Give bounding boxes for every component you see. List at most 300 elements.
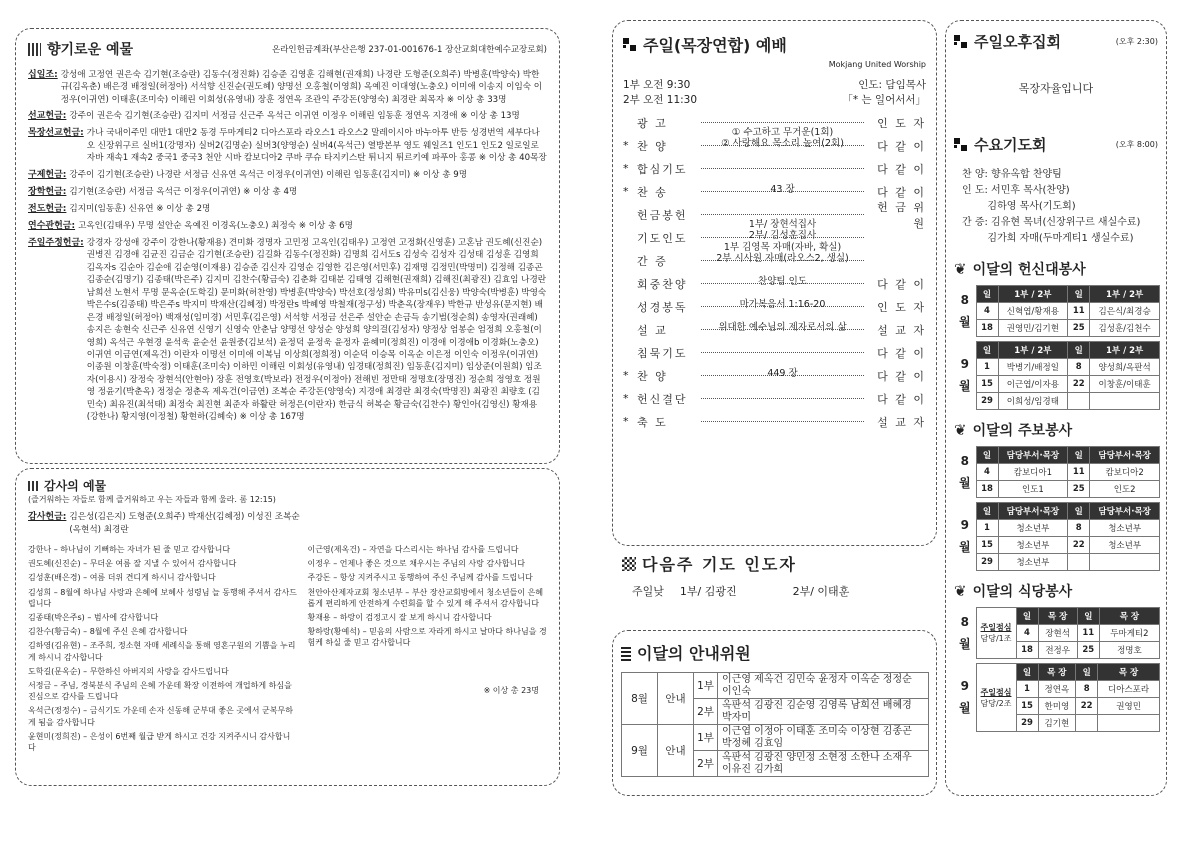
month-num: 9 <box>960 357 969 371</box>
schedule-cell: 1 <box>976 520 998 537</box>
schedule-cell: 한미영 <box>1038 698 1076 715</box>
schedule-head-cell: 목 장 <box>1098 664 1160 681</box>
month-num: 8 <box>960 453 969 468</box>
offering-names: 김기현(조승란) 서정금 옥석근 이정우(이귀연) ※ 이상 총 4명 <box>69 186 298 197</box>
worship-note: 「* 는 일어서서」 <box>842 94 926 106</box>
thanks-title-wrap <box>28 477 547 494</box>
thanks-total: ※ 이상 총 23명 <box>483 685 539 695</box>
month-num: 9 <box>960 679 969 693</box>
usher-names: 이근영 제옥건 김민숙 윤정자 이옥순 정정순 이인숙 <box>718 673 929 699</box>
schedule-cell: 김은식/최경승 <box>1090 303 1160 320</box>
afternoon-title: 주일오후집회 <box>974 33 1061 51</box>
thanks-columns <box>28 544 547 756</box>
schedule-head-cell: 일 <box>1016 608 1038 625</box>
next-prayer-title-wrap <box>622 552 932 575</box>
label-line2: 담당/1조 <box>980 634 1012 643</box>
schedule-month <box>954 664 976 732</box>
order-right: 다 같 이 <box>877 392 926 406</box>
order-right: 다 같 이 <box>877 139 926 153</box>
schedule-head-cell: 일 <box>976 286 998 303</box>
order-right: 다 같 이 <box>877 346 926 360</box>
order-row <box>623 410 926 433</box>
schedule-table <box>954 341 1160 410</box>
schedule-header <box>954 286 1160 303</box>
order-dots <box>701 398 864 399</box>
offering-panel <box>15 28 560 464</box>
schedule-row <box>954 393 1160 410</box>
schedule-cell: 디아스포라 <box>1098 681 1160 698</box>
offering-list <box>28 69 547 424</box>
thanks-item: 주강돈 – 항상 지켜주시고 동행하여 주신 주님께 감사를 드립니다 <box>307 573 533 583</box>
schedule-cell: 청소년부 <box>1090 520 1160 537</box>
order-name: 설 교 <box>637 323 668 337</box>
flower-icon: ❦ <box>954 421 967 439</box>
order-dots <box>701 368 864 380</box>
label-line2: 담당/2조 <box>980 698 1012 708</box>
usher-part: 2부 <box>694 699 718 725</box>
thanks-item: 권도혜(신진순) – 무더운 여름 잘 지낼 수 있어서 감사합니다 <box>28 559 237 569</box>
schedule-cell: 김성훈/김천수 <box>1090 320 1160 337</box>
schedule-header <box>954 447 1160 464</box>
order-star: * <box>623 369 629 382</box>
offering-row <box>28 237 547 424</box>
usher-role: 안내 <box>658 725 694 777</box>
order-detail: 위대한 예수님의 제자로서의 삶 <box>718 322 847 334</box>
offering-label: 장학헌금: <box>28 186 67 197</box>
schedule-cell: 25 <box>1068 481 1090 498</box>
offering-label: 선교헌금: <box>28 111 67 122</box>
offering-label: 십일조: <box>28 70 58 80</box>
order-right: 다 같 이 <box>877 277 926 291</box>
next-prayer-p1: 1부/ 김광진 <box>679 585 737 598</box>
schedule-row <box>954 359 1160 376</box>
order-right: 설 교 자 <box>877 323 926 337</box>
order-row <box>623 318 926 341</box>
wed-line: 김하영 목사(기도회) <box>962 201 1076 212</box>
schedule-cell: 두마게티2 <box>1099 625 1159 642</box>
order-dots <box>701 214 864 215</box>
schedule-head-cell: 목 장 <box>1099 608 1159 625</box>
thanks-item: 옥석근(정정수) – 금식기도 가운데 손자 신동해 군부대 좋은 곳에서 군복무하게 됨을 감사합니다 <box>28 706 293 727</box>
schedule-month <box>954 342 976 410</box>
worship-subtitle: Mokjang United Worship <box>828 60 926 69</box>
worship-time-row2 <box>623 92 926 107</box>
order-name: 침묵기도 <box>637 346 688 360</box>
account-info: 온라인헌금계좌(부산은행 237-01-001676-1 장산교회대한예수교장로회) <box>272 45 547 55</box>
checkered-icon <box>622 557 636 571</box>
schedule-cell: 11 <box>1068 303 1090 320</box>
schedule-head-cell: 일 <box>976 447 998 464</box>
order-name: 간 증 <box>637 254 668 268</box>
order-row <box>623 341 926 364</box>
schedule-head-cell: 1부 / 2부 <box>1090 342 1160 359</box>
thanks-names: 김은성(김은지) 도형준(오희주) 박재산(김혜정) 이성진 조복순(옥현석) 최경란 <box>69 512 300 535</box>
offering-row <box>28 186 547 199</box>
order-dots <box>701 322 864 334</box>
order-dots <box>701 421 864 422</box>
order-detail: 찬양팀 인도 <box>758 276 807 288</box>
thanks-offering-row <box>28 511 547 536</box>
schedule-cell: 캄보디아1 <box>998 464 1068 481</box>
schedule-cell: 정연옥 <box>1038 681 1076 698</box>
schedule-cell: 18 <box>976 481 998 498</box>
devotion-title: 이달의 헌신대봉사 <box>972 262 1086 278</box>
usher-role: 안내 <box>658 673 694 725</box>
order-right: 인 도 자 <box>877 116 926 130</box>
offering-row <box>28 69 547 106</box>
schedule-cell: 8 <box>1076 681 1098 698</box>
schedule-cell <box>1068 554 1090 571</box>
schedule-cell: 김기현 <box>1038 715 1076 732</box>
order-detail: ① 수고하고 무거운(1회) ② 사랑해요 목소리 높여(2회) <box>721 127 844 150</box>
schedule-cell <box>1090 554 1160 571</box>
worship-panel <box>612 20 937 546</box>
schedule-cell: 29 <box>976 393 998 410</box>
schedule-cell: 11 <box>1077 625 1099 642</box>
usher-part: 1부 <box>694 673 718 699</box>
offering-names: 김지미(임동훈) 신유연 ※ 이상 총 2명 <box>69 203 211 214</box>
offering-row <box>28 169 547 182</box>
block-icon <box>954 35 968 49</box>
schedule-head-cell: 일 <box>1077 608 1099 625</box>
order-star: * <box>623 139 629 152</box>
thanks-item: 김성훈(배은경) – 여름 더위 견디게 하시니 감사합니다 <box>28 573 216 583</box>
usher-names: 이근엽 이정아 이태훈 조미숙 이상현 김종곤 박정혜 김효임 <box>718 725 929 751</box>
ushers-panel <box>612 630 937 796</box>
thanks-panel <box>15 468 560 786</box>
order-right: 인 도 자 <box>877 300 926 314</box>
schedule-cell: 청소년부 <box>998 554 1068 571</box>
schedule-cell: 29 <box>1016 715 1038 732</box>
schedule-header <box>954 664 1160 681</box>
thanks-label: 감사헌금: <box>28 512 67 523</box>
month-suffix: 월 <box>958 475 971 490</box>
schedule-cell: 4 <box>1016 625 1038 642</box>
order-dots <box>701 352 864 353</box>
schedule-header <box>954 608 1160 625</box>
usher-month: 8월 <box>622 673 658 725</box>
usher-part: 2부 <box>694 751 718 777</box>
order-row <box>623 127 926 157</box>
schedule-cell: 장현석 <box>1038 625 1077 642</box>
striped-square-icon <box>28 43 41 56</box>
afternoon-time: (오후 2:30) <box>1115 37 1158 46</box>
schedule-row <box>954 376 1160 393</box>
schedule-cell: 25 <box>1077 642 1099 659</box>
order-name: 찬 송 <box>637 185 668 199</box>
order-dots <box>701 122 864 123</box>
schedule-cell: 이희성/임경태 <box>998 393 1068 410</box>
thanks-verse: (즐거워하는 자들로 함께 즐거워하고 우는 자들과 함께 울라. 롬 12:15) <box>28 495 276 504</box>
thanks-item: 서정금 – 주님, 경북분식 주님의 은혜 가운데 확장 이전하여 개업하게 하심을 진심으로 감사를 드립니다 <box>28 680 292 702</box>
thanks-item: 황재용 – 하랑이 검정고시 잘 보게 하시니 감사합니다 <box>307 613 492 623</box>
schedule-cell: 1 <box>1016 681 1038 698</box>
worship-title-wrap <box>623 33 926 56</box>
schedule-head-cell: 담당부서·목장 <box>998 503 1068 520</box>
next-prayer-row <box>632 583 932 599</box>
order-name: 헌신결단 <box>637 392 688 406</box>
schedule-head-cell: 일 <box>976 503 998 520</box>
schedule-row <box>954 464 1160 481</box>
offering-names: 강주이 권은숙 김기현(조승란) 김지미 서정금 신근주 옥석근 이귀연 이정우 이해린 임동훈 정연옥 지경애 ※ 이상 총 13명 <box>69 111 520 122</box>
order-right: 다 같 이 <box>877 185 926 199</box>
ushers-title: 이달의 안내위원 <box>637 644 751 663</box>
schedule-cell: 박병기/배정일 <box>998 359 1068 376</box>
order-dots <box>701 168 864 169</box>
schedule-cell: 8 <box>1068 520 1090 537</box>
schedule-cell: 권영민 <box>1098 698 1160 715</box>
offering-row <box>28 220 547 233</box>
order-star: * <box>623 415 629 428</box>
schedule-header <box>954 503 1160 520</box>
order-dots <box>701 184 864 196</box>
schedule-head-cell: 일 <box>1076 664 1098 681</box>
schedule-month <box>954 503 976 571</box>
flower-icon: ❦ <box>954 260 967 278</box>
order-detail: 43 장 <box>770 184 795 196</box>
afternoon-body: 목장자율입니다 <box>1018 82 1094 95</box>
schedule-row <box>954 303 1160 320</box>
thanks-item: 황하랑(황예석) – 믿음의 사람으로 자라게 하시고 날마다 하나님을 경험케 하실 줄 믿고 감사합니다 <box>307 627 547 648</box>
schedule-head-cell: 일 <box>1068 342 1090 359</box>
offering-row <box>28 127 547 164</box>
offering-names: 강주이 김기현(조승란) 나경란 서정금 신유연 옥석근 이정우(이귀연) 이해린 임동훈(김지미) ※ 이상 총 9명 <box>69 169 468 180</box>
next-prayer-section <box>622 552 932 599</box>
order-detail: 449 장 <box>767 368 798 380</box>
schedule-cell: 전정우 <box>1038 642 1077 659</box>
month-suffix: 월 <box>958 701 971 715</box>
right-panel <box>945 20 1167 796</box>
schedule-head-cell: 1부 / 2부 <box>998 342 1068 359</box>
next-prayer-title: 다음주 기도 인도자 <box>642 555 797 574</box>
block-icon <box>954 138 968 152</box>
order-star: * <box>623 162 629 175</box>
thanks-right-col <box>307 544 547 649</box>
thanks-item: 이근영(제옥건) – 자연을 다스리시는 하나님 감사를 드립니다 <box>307 545 519 555</box>
offering-row <box>28 110 547 123</box>
schedule-row <box>954 520 1160 537</box>
schedule-head-cell: 담당부서·목장 <box>1090 447 1160 464</box>
order-name: 광 고 <box>637 116 668 130</box>
schedule-cell: 4 <box>976 464 998 481</box>
striped-square-icon <box>28 481 38 491</box>
schedule-cell: 22 <box>1068 537 1090 554</box>
schedule-cell: 11 <box>1068 464 1090 481</box>
schedule-cell <box>1076 715 1098 732</box>
order-name: 성경봉독 <box>637 300 688 314</box>
usher-names: 옥판석 김광진 양민정 소현정 소한나 소재우 이유진 김가희 <box>718 751 929 777</box>
order-name: 찬 양 <box>637 369 668 383</box>
schedule-head-cell: 일 <box>1016 664 1038 681</box>
month-suffix: 월 <box>958 314 971 329</box>
bulletin-title: 이달의 주보봉사 <box>972 423 1073 439</box>
schedule-cell <box>1098 715 1160 732</box>
order-dots <box>701 276 864 288</box>
schedule-table <box>954 502 1160 571</box>
flower-icon: ❦ <box>954 582 967 600</box>
schedule-row <box>954 481 1160 498</box>
schedule-month <box>954 447 976 498</box>
schedule-cell: 1 <box>976 359 998 376</box>
offering-label: 전도헌금: <box>28 203 67 214</box>
order-right: 헌 금 위 원 <box>877 200 926 230</box>
order-detail: 마가복음서 1:16-20 <box>739 299 826 311</box>
schedule-cell: 이근엽/이자용 <box>998 376 1068 393</box>
next-prayer-p2: 2부/ 이태훈 <box>792 585 850 598</box>
schedule-head-cell: 일 <box>1068 286 1090 303</box>
offering-names: 고옥인(김태우) 무명 설안순 옥예진 이경옥(노충오) 최정숙 ※ 이상 총 6명 <box>78 220 353 231</box>
schedule-cell: 25 <box>1068 320 1090 337</box>
devotion-tables <box>954 285 1158 410</box>
schedule-cell: 청소년부 <box>998 537 1068 554</box>
order-dots <box>701 127 864 150</box>
schedule-cell: 정명호 <box>1099 642 1159 659</box>
offering-names: 강성애 고정연 권은숙 김기현(조승란) 김동수(정진화) 김승준 김영훈 김해현(권재희) 나경란 도형준(오희주) 박병훈(박양숙) 박한규(김옥춘) 배은경 배정일(허정아) 서석향 신진순(권도혜) 양명선 오홍철(이영희) 옥예진 이대영(노충오) 이미애 이송지 이임숙 이정우(이귀연) 이태훈(조미숙) 이해린 이회성(유영내) 장훈 정연옥 조관익 주강돈(양영숙) 최경란 최목자 ※ 이상 총 33명 <box>60 70 543 105</box>
offering-row <box>28 203 547 216</box>
order-name: 축 도 <box>637 415 668 429</box>
schedule-header <box>954 342 1160 359</box>
schedule-label <box>976 608 1016 659</box>
schedule-cell: 권영민/김기현 <box>998 320 1068 337</box>
usher-row <box>622 725 929 751</box>
order-list <box>623 111 926 433</box>
thanks-item: 김종태(박은주s) – 범사에 감사합니다 <box>28 613 159 623</box>
schedule-head-cell: 일 <box>976 342 998 359</box>
order-star: * <box>623 392 629 405</box>
order-right: 다 같 이 <box>877 369 926 383</box>
offering-label: 주일주정헌금: <box>28 237 84 248</box>
order-right: 다 같 이 <box>877 162 926 176</box>
schedule-month <box>954 286 976 337</box>
wed-line: 찬 양: 향유옥합 찬양팀 <box>962 169 1062 180</box>
thanks-item: 강한나 – 하나님이 기뻐하는 자녀가 된 줄 믿고 감사합니다 <box>28 545 231 555</box>
schedule-cell: 캄보디아2 <box>1090 464 1160 481</box>
thanks-title: 감사의 예물 <box>44 479 107 493</box>
schedule-head-cell: 일 <box>1068 447 1090 464</box>
schedule-table <box>954 285 1160 337</box>
label-line1: 주일점심 <box>980 687 1012 697</box>
order-name: 회중찬양 <box>637 277 688 291</box>
thanks-left-col <box>28 544 297 756</box>
order-detail: 1부/ 장현석집사 2부/ 김성훈집사 <box>748 219 817 242</box>
schedule-table <box>954 663 1160 732</box>
worship-time-row1 <box>623 77 926 92</box>
order-name: 기도인도 <box>637 231 688 245</box>
schedule-cell: 4 <box>976 303 998 320</box>
order-name: 합심기도 <box>637 162 688 176</box>
schedule-label <box>976 664 1016 732</box>
order-dots <box>701 299 864 311</box>
order-name: 찬 양 <box>637 139 668 153</box>
schedule-cell: 청소년부 <box>1090 537 1160 554</box>
thanks-item: 천안아산제자교회 청소년부 – 부산 장산교회방에서 청소년들이 은혜롭게 편리하게 안전하게 수련회를 할 수 있게 해 주셔서 감사합니다 <box>307 587 544 608</box>
schedule-month <box>954 608 976 659</box>
order-row <box>623 157 926 180</box>
thanks-item: 김성희 – 8월에 하나님 사랑과 은혜에 보혜사 성령님 늘 동행해 주셔서 감사드립니다 <box>28 587 297 608</box>
kitchen-title: 이달의 식당봉사 <box>972 584 1073 600</box>
afternoon-header <box>954 31 1158 52</box>
month-num: 8 <box>960 292 969 307</box>
thanks-item: 김찬수(황금숙) – 8월에 주신 은혜 감사합니다 <box>28 627 188 637</box>
offering-names: 강경자 강성애 강주이 강한나(황재용) 견미화 경명자 고민정 고옥인(김태우) 고정연 고정화(신영훈) 고혼남 권도혜(신진순) 권병진 김경애 김균진 김금순 김기현(조승란) 김길화 김동수(정진화) 김명희 김서도s 김성숙 김성자 김성태 김성훈 김영희 김옥자s 김순아 김순애 김순영(이재용) 김승준 김신자 김영순 김영한 김은영(서민후) 김재명 김정민(박명미) 김정해 김종곤 김종순(김명기) 김종태(박은주) 김지미 김찬수(황금숙) 김춘화 김태분 김태영 김해현(권재희) 김해진(최광진) 김효임 나경란 남희선 노현서 무명 문옥순(도학길) 문미화(허찬영) 박병훈(박양숙) 박선호(정성희) 박유미s(김신웅) 박양숙(박병훈) 박영숙 박은수s(김종태) 박은주s 박지미 박재산(김혜정) 박정란s 박혜영 박철재(정구성) 박춘옥(장재우) 박한규 반성유(문지현) 배은경 배정일(허정아) 백재성(임미경) 서민후(김은영) 서석향 서정금 선은주 설안순 손금득 송기범(정순희) 송영자(권래혜) 송지은 송현숙 신근주 신유연 신영기 신영숙 안춘남 양명선 양성순 양성희 양의걸(김성자) 양정상 엄봉순 엄정희 오홍철(이영희) 옥석근 우현경 윤석욱 윤순선 윤원중(김보석) 윤정덕 윤정욱 윤정자 윤혜미(정희진) 이경애 이경애b 이경화(노충오) 이귀연 이금연(제옥건) 이란자 이명선 이미애 이복님 이상희(정희정) 이순덕 이승목 이옥순 이은정 이인숙 이정우(이귀연) 이종원 이창훈(박숙정) 이태훈(조미숙) 이하민 이해린 이회성(유영내) 임경태(정희진) 임동훈(김지미) 임상준(이원희) 임조자(이용시) 장정숙 장현석(안현아) 장훈 전영호(박보라) 전정우(이정아) 전해빈 정만태 정명호(장명진) 정순희 정영호 정원영 정윤기(박춘옥) 정정순 정춘옥 제옥건(이금연) 조복순 주강돈(양영숙) 지경애 최경란 최경숙(박명진) 최광진 최량호 (김민숙) 최유진(최석태) 최정숙 최진현 최준자 하활란 허정은(이란자) 한금식 허복순 황금숙(김찬수) 황인아(김영신) 황재용(강한나) 황지영(이정철) 황현하(김혜숙) ※ 이상 총 167명 <box>86 237 547 423</box>
kitchen-title-wrap <box>954 581 1158 601</box>
schedule-cell: 양성희/옥판석 <box>1090 359 1160 376</box>
next-prayer-label: 주일낮 <box>632 585 664 598</box>
schedule-row <box>954 320 1160 337</box>
month-num: 9 <box>960 518 969 532</box>
offering-label: 구제헌금: <box>28 169 67 180</box>
schedule-cell: 15 <box>976 537 998 554</box>
offering-title: 향기로운 예물 <box>47 42 134 58</box>
order-dots <box>701 219 864 242</box>
schedule-cell <box>1090 393 1160 410</box>
usher-names: 옥판석 김광진 김순영 김영록 남희선 배혜경 박자미 <box>718 699 929 725</box>
order-row <box>623 272 926 295</box>
schedule-head-cell: 담당부서·목장 <box>998 447 1068 464</box>
bar-icon <box>621 645 631 661</box>
bulletin-tables <box>954 446 1158 571</box>
schedule-table <box>954 446 1160 498</box>
worship-leader: 인도: 담임목사 <box>858 79 926 91</box>
thanks-item: 김하영(김유현) – 조주희, 정소현 자매 세례식을 통해 영혼구원의 기쁨을 누리게 하시니 감사합니다 <box>28 641 296 662</box>
thanks-item: 윤현미(정희진) – 은성이 6번째 월급 받게 하시고 건강 지켜주시니 감사합니다 <box>28 731 291 752</box>
month-suffix: 월 <box>958 540 971 554</box>
worship-time1: 1부 오전 9:30 <box>623 79 691 91</box>
wed-line: 간 증: 김유현 목녀(신장위구르 새실수료) <box>962 217 1141 228</box>
schedule-cell: 18 <box>1016 642 1038 659</box>
schedule-cell: 인도2 <box>1090 481 1160 498</box>
worship-time2: 2부 오전 11:30 <box>623 94 698 106</box>
schedule-head-cell: 담당부서·목장 <box>1090 503 1160 520</box>
block-icon <box>623 38 637 52</box>
offering-label: 목장선교헌금: <box>28 128 84 139</box>
schedule-cell: 15 <box>1016 698 1038 715</box>
schedule-head-cell: 목 장 <box>1038 664 1076 681</box>
wed-lines <box>962 167 1158 247</box>
usher-part: 1부 <box>694 725 718 751</box>
schedule-cell: 이창훈/이태훈 <box>1090 376 1160 393</box>
ushers-title-wrap <box>621 641 928 664</box>
order-row <box>623 295 926 318</box>
afternoon-title-wrap <box>954 31 1061 52</box>
wed-line: 김가희 자매(두마게티1 생실수료) <box>962 233 1134 244</box>
thanks-item: 이정우 – 언제나 좋은 것으로 채우시는 주님의 사랑 감사합니다 <box>307 559 526 569</box>
schedule-head-cell: 1부 / 2부 <box>1090 286 1160 303</box>
order-detail: 1부 김영목 자매(자바, 확실) 2부 시사원 자매(라오스2, 생실) <box>716 242 849 265</box>
wed-time: (오후 8:00) <box>1115 140 1158 149</box>
wed-line: 인 도: 서민후 목사(찬양) <box>962 185 1070 196</box>
schedule-cell: 18 <box>976 320 998 337</box>
offering-label: 연수관헌금: <box>28 220 76 231</box>
offering-title-wrap <box>28 39 133 59</box>
schedule-cell <box>1068 393 1090 410</box>
usher-row <box>622 673 929 699</box>
devotion-title-wrap <box>954 259 1158 279</box>
schedule-row <box>954 554 1160 571</box>
schedule-head-cell: 일 <box>1068 503 1090 520</box>
wed-title-wrap <box>954 134 1046 155</box>
order-star: * <box>623 185 629 198</box>
bulletin-title-wrap <box>954 420 1158 440</box>
worship-title: 주일(목장연합) 예배 <box>643 36 787 55</box>
schedule-head-cell: 1부 / 2부 <box>998 286 1068 303</box>
usher-month: 9월 <box>622 725 658 777</box>
kitchen-tables <box>954 607 1158 732</box>
ushers-table <box>621 672 929 777</box>
wed-header <box>954 134 1158 155</box>
month-num: 8 <box>960 614 969 629</box>
schedule-row <box>954 537 1160 554</box>
